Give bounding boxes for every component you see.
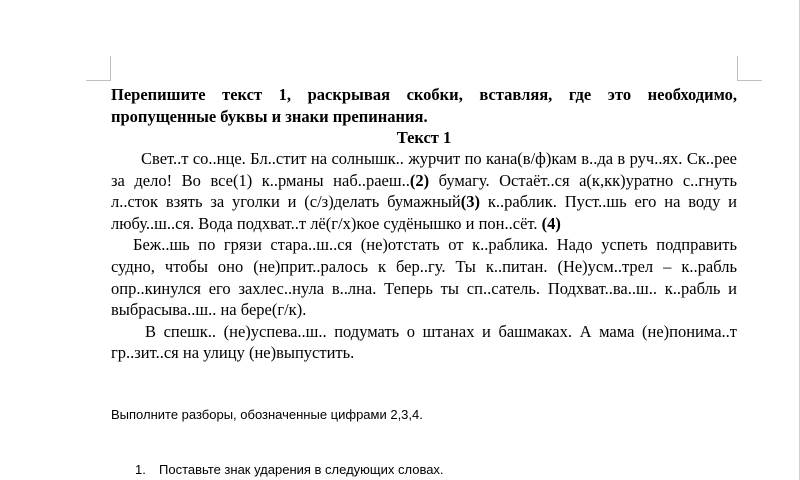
text-title: Текст 1: [396, 128, 452, 147]
crop-mark-top-right-vertical: [737, 56, 738, 80]
marker-4: (4): [541, 213, 561, 233]
analysis-task: Выполните разборы, обозначенные цифрами 2,3,4.: [111, 407, 423, 422]
paragraph-1-part-a: Свет..т со..нце. Бл..стит на солнышк.. журчит по кана(в/ф)кам в..да в руч..ях. Ск..рее за дело! Во все(1) к..рманы наб..раеш..: [111, 149, 737, 190]
list-item: [135, 461, 444, 479]
paragraph-1: [111, 148, 737, 234]
marker-2: (2): [409, 170, 430, 190]
marker-3: (3): [460, 192, 480, 212]
list-item-text: Поставьте знак ударения в следующих словах.: [159, 462, 444, 477]
assignment-instruction: Перепишите текст 1, раскрывая скобки, вставляя, где это необходимо, пропущенные буквы и знаки препинания.: [111, 85, 737, 126]
list-item-number: 1.: [135, 462, 146, 477]
crop-mark-top-left-horizontal: [86, 80, 111, 81]
crop-mark-top-right-horizontal: [737, 80, 762, 81]
paragraph-3: В спешк.. (не)успева..ш.. подумать о штанах и башмаках. А мама (не)понима..т гр..зит..ся на улицу (не)выпустить.: [111, 321, 737, 363]
crop-mark-top-left-vertical: [110, 56, 111, 80]
document-body: [111, 84, 737, 477]
paragraph-1-part-c: к..раблик. Пуст..шь его на воду и любу..ш..ся. Вода подхват..т лё(г/х)кое судёнышко и пон..сёт.: [111, 192, 737, 233]
paragraph-1-part-b: бумагу. Остаёт..ся а(к,кк)уратно с..гнуть л..сток взять за уголки и (с/з)делать бумажный: [111, 170, 737, 212]
paragraph-2: Беж..шь по грязи стара..ш..ся (не)отстать от к..раблика. Надо успеть подправить судно, чтобы оно (не)прит..ралось к бер..гу. Ты к..питан. (Не)усм..трел – к..рабль опр..кинулся его захлес..нула в..лна. Теперь ты сп..сатель. Подхват..ва..ш.. к..рабль и выбрасыва..ш.. на бере(г/к).: [111, 235, 737, 320]
